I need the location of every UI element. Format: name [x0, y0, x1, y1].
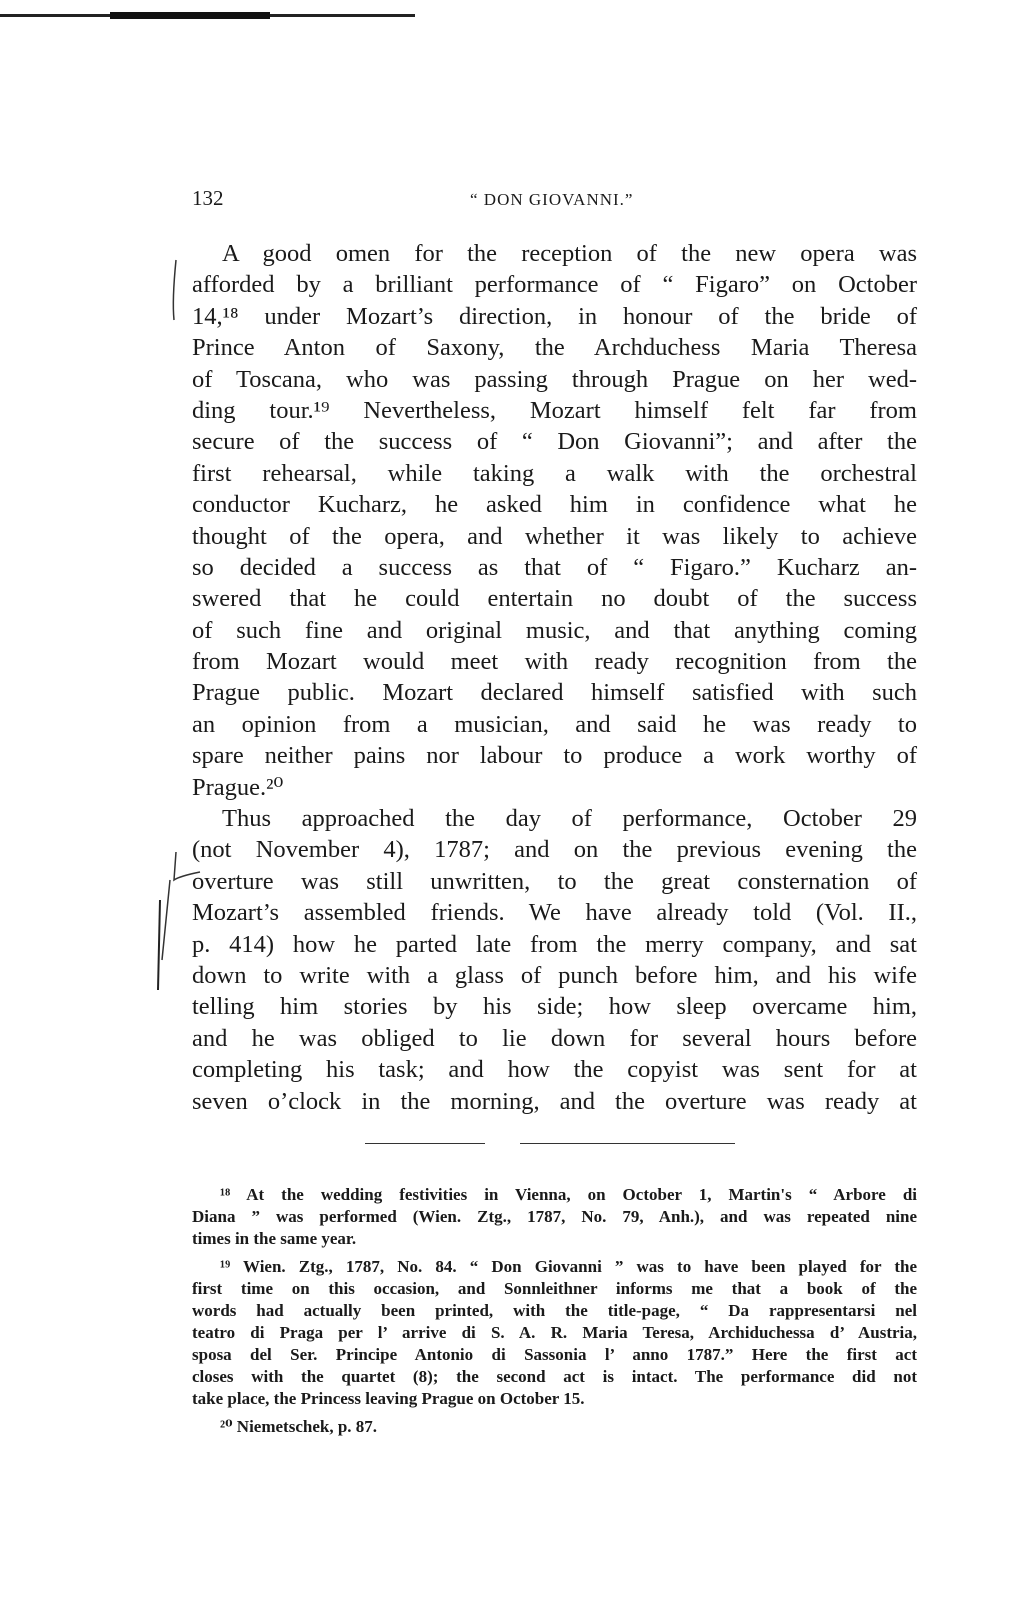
footnote-line: sposa del Ser. Principe Antonio di Sassonia l’ anno 1787.” Here the first act [192, 1345, 917, 1364]
footnote-line: times in the same year. [192, 1229, 357, 1248]
text-line: seven o’clock in the morning, and the overture was ready at [192, 1087, 917, 1115]
text-line: Prague.²⁰ [192, 773, 284, 801]
text-line: and he was obliged to lie down for several hours before [192, 1024, 917, 1052]
text-line: conductor Kucharz, he asked him in confidence what he [192, 491, 917, 519]
page-number: 132 [192, 186, 224, 210]
text-line: ding tour.¹⁹ Nevertheless, Mozart himself felt far from [192, 396, 917, 424]
text-line: (not November 4), 1787; and on the previous evening the [192, 836, 917, 864]
text-line: thought of the opera, and whether it was likely to achieve [192, 522, 917, 550]
text-line: down to write with a glass of punch before him, and his wife [192, 961, 917, 989]
text-line: from Mozart would meet with ready recognition from the [192, 648, 917, 676]
footnote-line: ²⁰ Niemetschek, p. 87. [220, 1417, 378, 1436]
footnote-line: ¹⁸ At the wedding festivities in Vienna, on October 1, Martin's “ Arbore di [220, 1185, 917, 1204]
text-line: spare neither pains nor labour to produce a work worthy of [192, 742, 917, 770]
text-line: afforded by a brilliant performance of “ Figaro” on October [192, 271, 917, 299]
footnote-line: Diana ” was performed (Wien. Ztg., 1787, No. 79, Anh.), and was repeated nine [192, 1207, 917, 1226]
text-line: secure of the success of “ Don Giovanni”; and after the [192, 428, 917, 456]
text-line: Prague public. Mozart declared himself satisfied with such [192, 679, 917, 707]
text-line: completing his task; and how the copyist was sent for at [192, 1056, 917, 1084]
text-line: of Toscana, who was passing through Prague on her wed- [192, 365, 917, 393]
text-line: an opinion from a musician, and said he was ready to [192, 710, 917, 738]
running-title: “ DON GIOVANNI.” [470, 190, 634, 209]
text-line: first rehearsal, while taking a walk with the orchestral [192, 459, 917, 487]
text-line: swered that he could entertain no doubt of the success [192, 585, 917, 613]
text-line: Thus approached the day of performance, October 29 [222, 805, 917, 833]
text-line: Prince Anton of Saxony, the Archduchess Maria Theresa [192, 334, 917, 362]
text-line: so decided a success as that of “ Figaro.” Kucharz an- [192, 553, 917, 581]
footnote-line: first time on this occasion, and Sonnleithner informs me that a book of the [192, 1279, 917, 1298]
footnote-line: take place, the Princess leaving Prague on October 15. [192, 1389, 585, 1408]
footnote-line: closes with the quartet (8); the second act is intact. The performance did not [192, 1367, 917, 1386]
text-line: Mozart’s assembled friends. We have already told (Vol. II., [192, 899, 917, 927]
text-line: telling him stories by his side; how sleep overcame him, [192, 993, 917, 1021]
text-line: of such fine and original music, and that anything coming [192, 616, 917, 644]
text-line: 14,¹⁸ under Mozart’s direction, in honour of the bride of [192, 302, 917, 330]
text-line: p. 414) how he parted late from the merry company, and sat [192, 930, 917, 958]
text-line: overture was still unwritten, to the great consternation of [192, 867, 917, 895]
footnote-line: teatro di Praga per l’ arrive di S. A. R. Maria Teresa, Archiduchessa d’ Austria, [192, 1323, 917, 1342]
footnote-line: words had actually been printed, with the title-page, “ Da rappresentarsi nel [192, 1301, 917, 1320]
footnote-line: ¹⁹ Wien. Ztg., 1787, No. 84. “ Don Giovanni ” was to have been played for the [220, 1257, 917, 1276]
text-line: A good omen for the reception of the new opera was [222, 240, 917, 267]
